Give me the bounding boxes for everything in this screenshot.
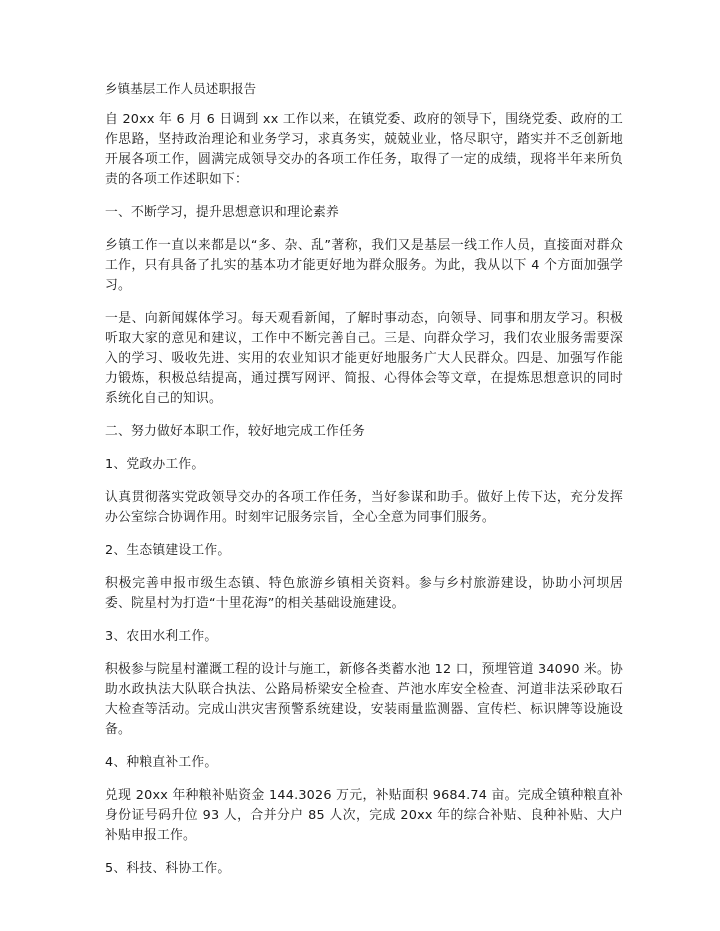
document-title: 乡镇基层工作人员述职报告 [105,81,257,96]
document-page [105,80,623,892]
subsection-heading: 3、农田水利工作。 [105,629,218,644]
paragraph: 积极参与院星村灌溉工程的设计与施工，新修各类蓄水池 12 口，预埋管道 34090 米。协助水政执法大队联合执法、公路局桥梁安全检查、芦池水库安全检查、河道非法采砂取石大检查等活动。完成山洪灾害预警系统建设，安装雨量监测器、宣传栏、标识牌等设施设备。 [105,662,623,737]
section-heading-2: 二、努力做好本职工作，较好地完成工作任务 [105,424,365,439]
paragraph: 认真贯彻落实党政领导交办的各项工作任务，当好参谋和助手。做好上传下达，充分发挥办公室综合协调作用。时刻牢记服务宗旨，全心全意为同事们服务。 [105,490,623,525]
paragraph: 积极完善申报市级生态镇、特色旅游乡镇相关资料。参与乡村旅游建设，协助小河坝居委、院星村为打造“十里花海”的相关基础设施建设。 [105,576,623,611]
subsection-heading: 1、党政办工作。 [105,457,205,472]
section-heading-1: 一、不断学习，提升思想意识和理论素养 [105,205,339,220]
subsection-heading: 2、生态镇建设工作。 [105,543,231,558]
paragraph: 兑现 20xx 年种粮补贴资金 144.3026 万元，补贴面积 9684.74 亩。完成全镇种粮直补身份证号码升位 93 人，合并分户 85 人次，完成 20xx 年的综合补贴、良种补贴、大户补贴申报工作。 [105,788,623,843]
intro-paragraph: 自 20xx 年 6 月 6 日调到 xx 工作以来，在镇党委、政府的领导下，围绕党委、政府的工作思路，坚持政治理论和业务学习，求真务实，兢兢业业，恪尽职守，踏实并不乏创新地开展各项工作，圆满完成领导交办的各项工作任务，取得了一定的成绩，现将半年来所负责的各项工作述职如下： [105,112,623,187]
paragraph: 一是、向新闻媒体学习。每天观看新闻，了解时事动态，向领导、同事和朋友学习。积极听取大家的意见和建议，工作中不断完善自己。三是、向群众学习，我们农业服务需要深入的学习、吸收先进、实用的农业知识才能更好地服务广大人民群众。四是、加强写作能力锻炼，积极总结提高，通过撰写网评、简报、心得体会等文章，在提炼思想意识的同时系统化自己的知识。 [105,311,623,406]
subsection-heading: 5、科技、科协工作。 [105,861,231,876]
paragraph: 乡镇工作一直以来都是以“多、杂、乱”著称，我们又是基层一线工作人员，直接面对群众工作，只有具备了扎实的基本功才能更好地为群众服务。为此，我从以下 4 个方面加强学习。 [105,238,623,293]
subsection-heading: 4、种粮直补工作。 [105,755,218,770]
